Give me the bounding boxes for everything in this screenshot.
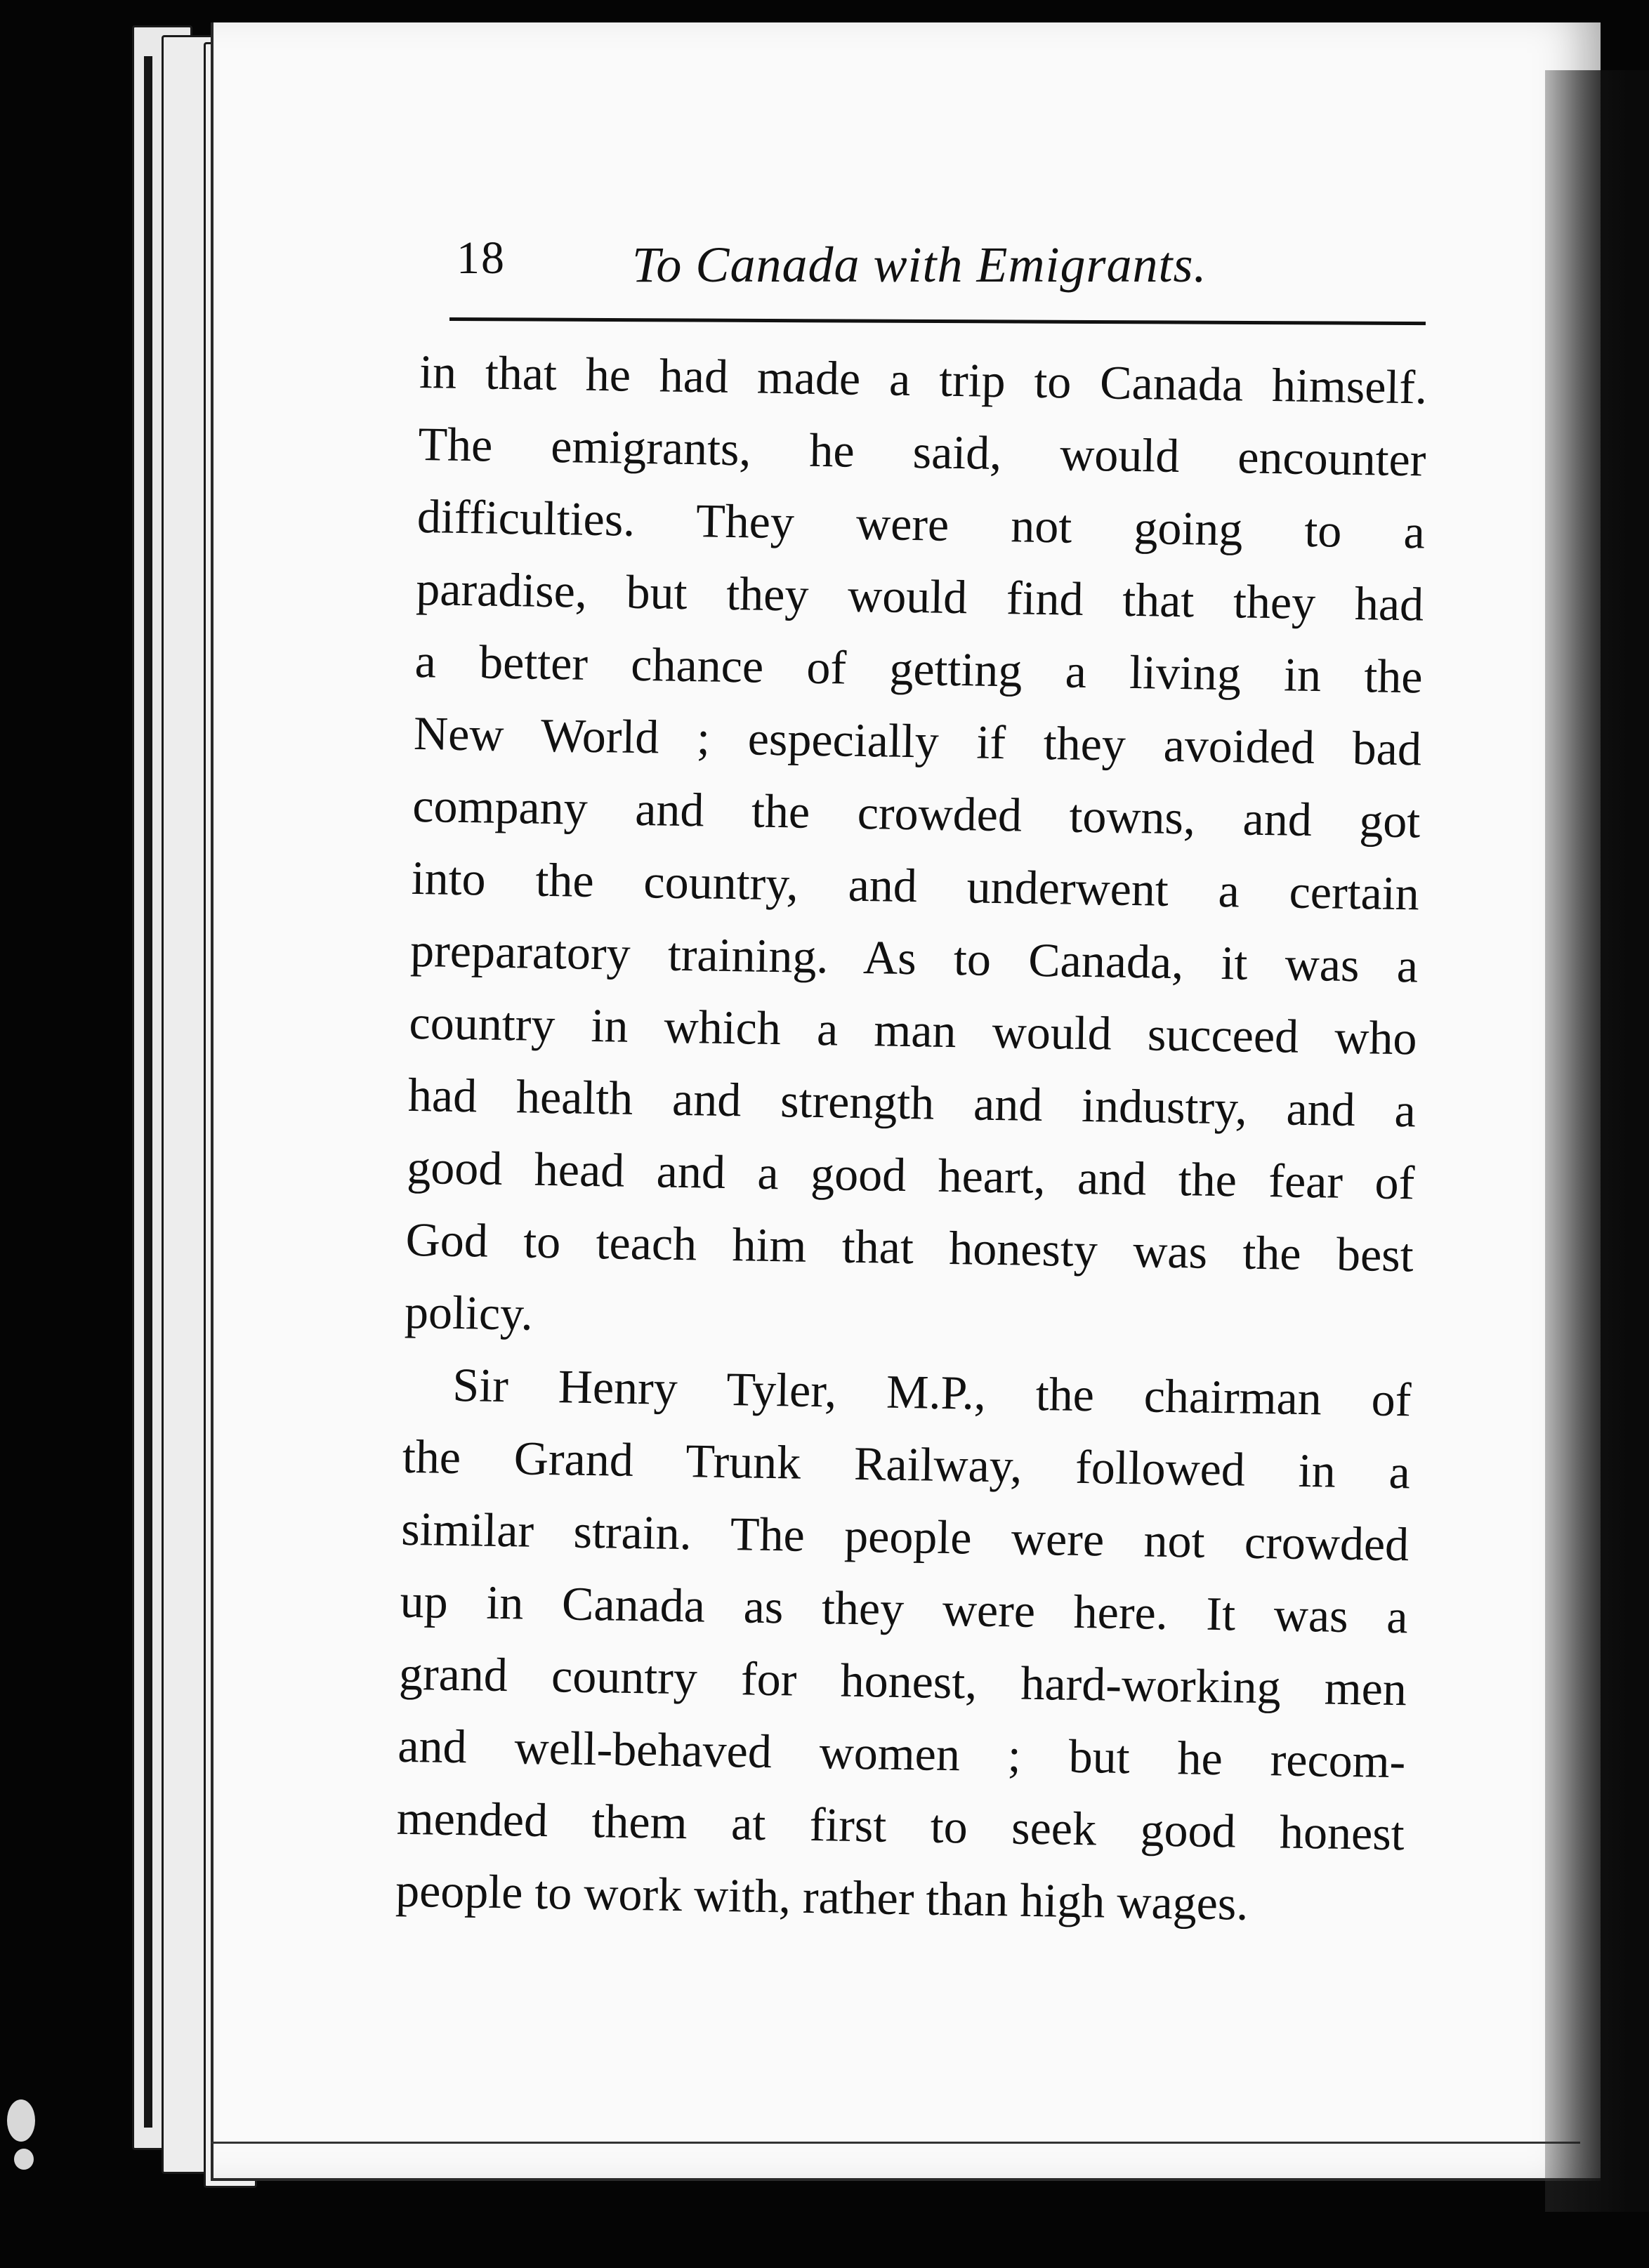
text-line: a better chance of getting a living in the xyxy=(414,633,1424,704)
running-header xyxy=(456,232,1426,316)
text-line: people to work with, rather than high wages. xyxy=(395,1863,1249,1930)
text-line: Sir Henry Tyler, M.P., the chairman of xyxy=(452,1357,1412,1427)
text-line: grand country for honest, hard-working men xyxy=(398,1646,1407,1716)
text-line: in that he had made a trip to Canada himself. xyxy=(419,344,1428,414)
text-line: The emigrants, he said, would encounter xyxy=(417,416,1427,487)
text-line: had health and strength and industry, and a xyxy=(407,1067,1417,1138)
scan-speck xyxy=(7,2099,35,2142)
text-line: difficulties. They were not going to a xyxy=(416,489,1426,559)
text-line: mended them at first to seek good honest xyxy=(396,1791,1405,1861)
scan-speck xyxy=(14,2149,34,2170)
gutter-shadow xyxy=(1545,70,1649,2212)
text-line: preparatory training. As to Canada, it was a xyxy=(409,923,1419,993)
text-line: New World ; especially if they avoided bad xyxy=(413,706,1422,776)
text-line: similar strain. The people were not crowded xyxy=(400,1501,1410,1571)
running-title: To Canada with Emigrants. xyxy=(632,237,1207,293)
text-line: company and the crowded towns, and got xyxy=(412,778,1421,848)
text-line: paradise, but they would find that they had xyxy=(415,561,1424,631)
text-line: up in Canada as they were here. It was a xyxy=(400,1574,1409,1644)
text-line: policy. xyxy=(404,1284,534,1340)
text-line: and well-behaved women ; but he recom- xyxy=(397,1718,1406,1788)
page-number: 18 xyxy=(456,232,506,284)
body-text xyxy=(395,336,1427,1942)
text-line: into the country, and underwent a certain xyxy=(411,850,1420,921)
text-line: country in which a man would succeed who xyxy=(409,995,1418,1065)
text-line: God to teach him that honesty was the best xyxy=(405,1212,1414,1282)
spine-shadow xyxy=(144,56,152,2128)
text-line: good head and a good heart, and the fear of xyxy=(406,1140,1415,1210)
text-line: the Grand Trunk Railway, followed in a xyxy=(402,1429,1411,1499)
page-bottom-edge xyxy=(211,2142,1580,2165)
